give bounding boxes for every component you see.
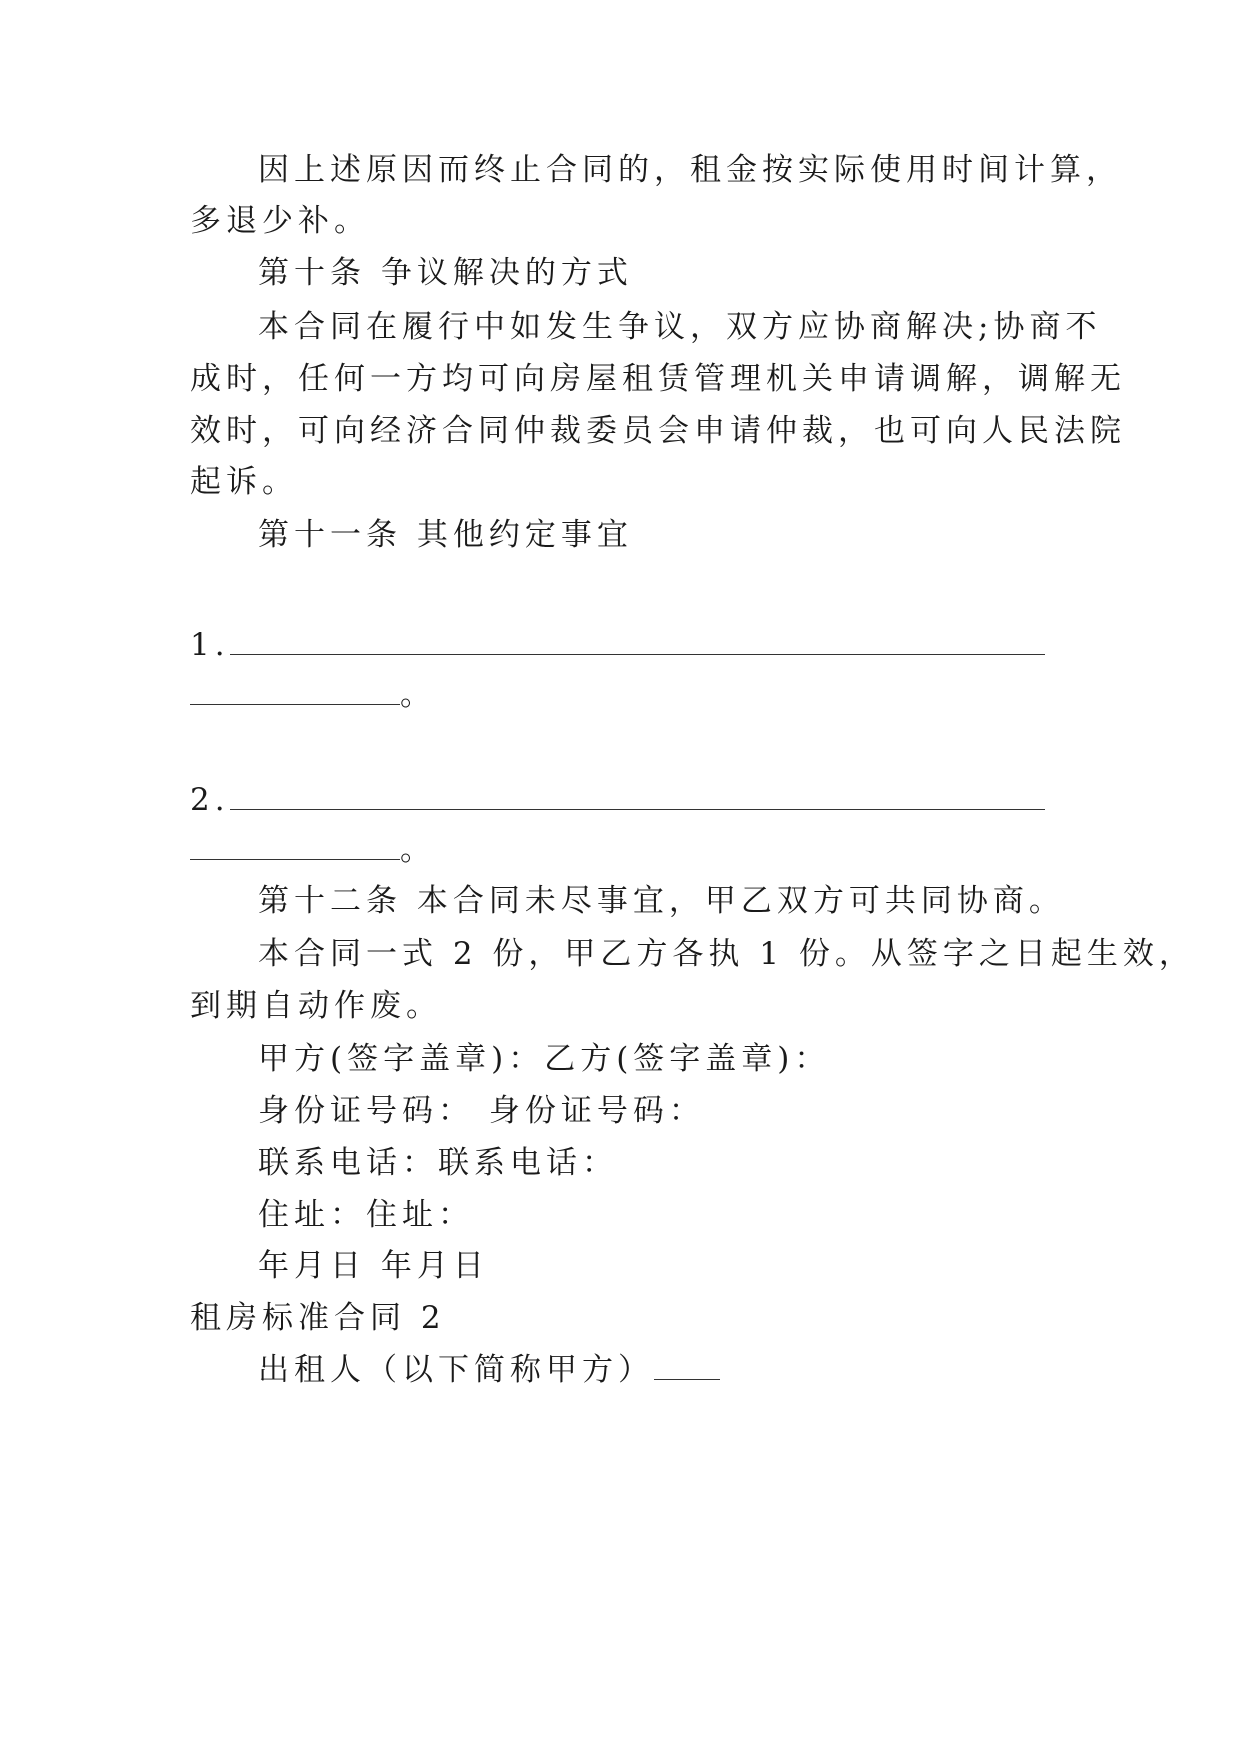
paragraph-line: 因上述原因而终止合同的，租金按实际使用时间计算， bbox=[258, 152, 1122, 188]
article-heading: 第十二条 本合同未尽事宜，甲乙双方可共同协商。 bbox=[258, 883, 1065, 919]
paragraph-line: 多退少补。 bbox=[190, 203, 370, 239]
fill-in-blank bbox=[230, 630, 1045, 655]
paragraph-line: 到期自动作废。 bbox=[190, 988, 442, 1024]
paragraph-line: 本合同在履行中如发生争议，双方应协商解决;协商不 bbox=[258, 309, 1102, 345]
item-2-line bbox=[190, 780, 1060, 820]
item-number: 1. bbox=[190, 627, 230, 663]
id-number-line: 身份证号码： 身份证号码： bbox=[258, 1093, 705, 1129]
item-1-line bbox=[190, 625, 1060, 665]
paragraph-line: 成时，任何一方均可向房屋租赁管理机关申请调解，调解无 bbox=[190, 361, 1126, 397]
paragraph-line: 效时，可向经济合同仲裁委员会申请仲裁，也可向人民法院 bbox=[190, 413, 1126, 449]
paragraph-line: 起诉。 bbox=[190, 464, 298, 500]
signature-line: 甲方(签字盖章)：乙方(签字盖章)： bbox=[258, 1041, 831, 1077]
fill-in-blank bbox=[654, 1355, 720, 1380]
article-heading: 第十条 争议解决的方式 bbox=[258, 255, 633, 291]
phone-line: 联系电话：联系电话： bbox=[258, 1145, 618, 1181]
fill-in-blank bbox=[230, 785, 1045, 810]
lessor-label: 出租人（以下简称甲方） bbox=[258, 1352, 654, 1388]
section-title: 租房标准合同 2 bbox=[190, 1300, 446, 1336]
paragraph-line: 本合同一式 2 份，甲乙方各执 1 份。从签字之日起生效， bbox=[258, 936, 1195, 972]
fill-in-blank bbox=[190, 835, 400, 860]
item-2-continuation bbox=[190, 830, 1060, 870]
fill-in-blank bbox=[190, 680, 400, 705]
date-line: 年月日 年月日 bbox=[258, 1248, 489, 1284]
article-heading: 第十一条 其他约定事宜 bbox=[258, 517, 633, 553]
lessor-line bbox=[258, 1350, 1060, 1390]
period: 。 bbox=[400, 832, 436, 868]
address-line: 住址：住址： bbox=[258, 1197, 474, 1233]
item-1-continuation bbox=[190, 675, 1060, 715]
item-number: 2. bbox=[190, 782, 230, 818]
period: 。 bbox=[400, 677, 436, 713]
